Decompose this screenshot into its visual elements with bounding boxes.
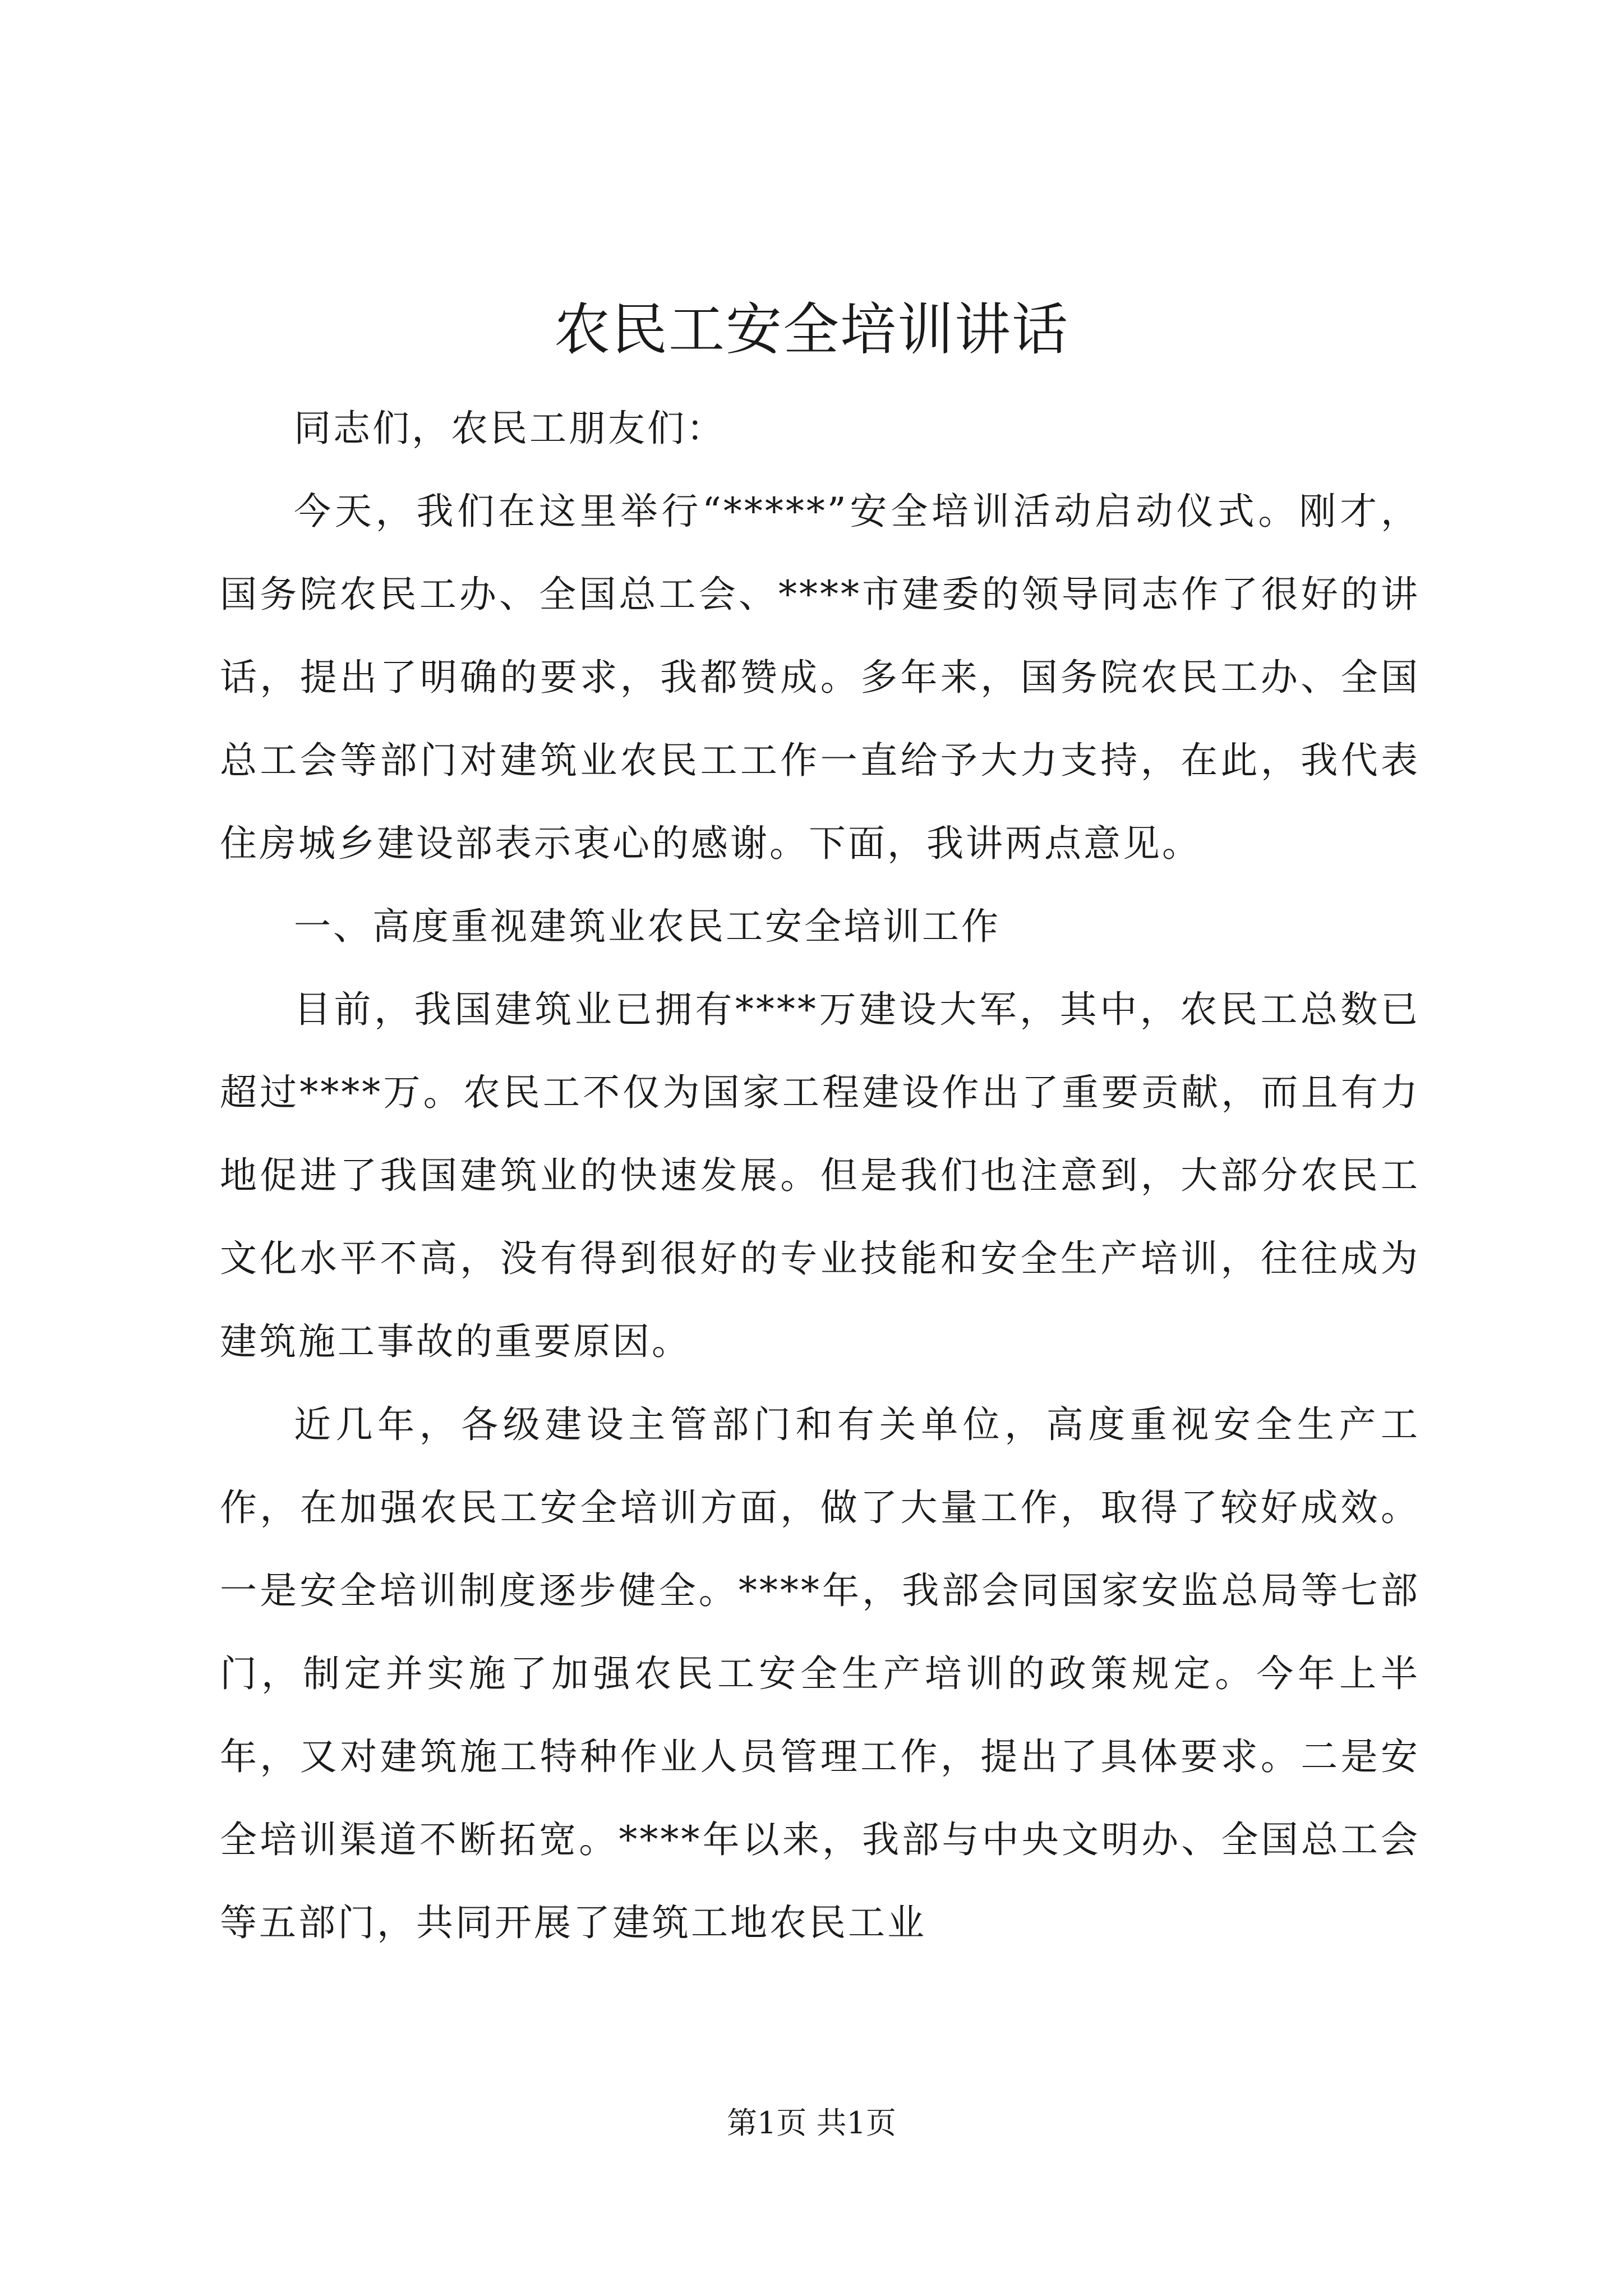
paragraph-current-status: 目前，我国建筑业已拥有****万建设大军，其中，农民工总数已超过****万。农民工不仅为国家工程建设作出了重要贡献，而且有力地促进了我国建筑业的快速发展。但是我们也注意到，大部分农民工文化水平不高，没有得到很好的专业技能和安全生产培训，往往成为建筑施工事故的重要原因。 [220, 988, 1420, 1363]
paragraph-recent-work: 近几年，各级建设主管部门和有关单位，高度重视安全生产工作，在加强农民工安全培训方面，做了大量工作，取得了较好成效。一是安全培训制度逐步健全。****年，我部会同国家安监总局等七部门，制定并实施了加强农民工安全生产培训的政策规定。今年上半年，又对建筑施工特种作业人员管理工作，提出了具体要求。二是安全培训渠道不断拓宽。****年以来，我部与中央文明办、全国总工会等五部门，共同开展了建筑工地农民工业 [220, 1403, 1420, 1944]
section-heading-1: 一、高度重视建筑业农民工安全培训工作 [294, 905, 1000, 948]
document-body [220, 387, 1420, 1964]
document-title: 农民工安全培训讲话 [554, 297, 1069, 362]
page-footer [0, 2104, 1623, 2143]
page-number: 第1页 共1页 [727, 2105, 896, 2141]
paragraph-opening: 今天，我们在这里举行“*****”安全培训活动启动仪式。刚才，国务院农民工办、全国总工会、****市建委的领导同志作了很好的讲话，提出了明确的要求，我都赞成。多年来，国务院农民工办、全国总工会等部门对建筑业农民工工作一直给予大力支持，在此，我代表住房城乡建设部表示衷心的感谢。下面，我讲两点意见。 [220, 490, 1420, 865]
paragraph-salutation: 同志们，农民工朋友们： [294, 407, 726, 450]
